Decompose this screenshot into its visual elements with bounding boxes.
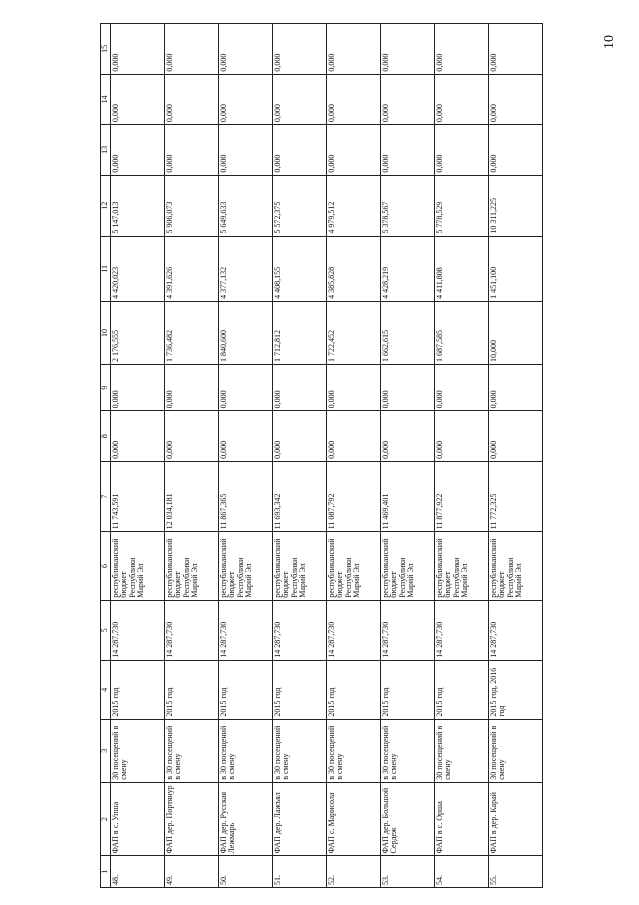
- facility-name: ФАП в с. Упша: [111, 782, 165, 856]
- row-number: 55.: [489, 856, 543, 888]
- cell-7: 11 743,591: [111, 461, 165, 532]
- year: 2015 год: [111, 660, 165, 719]
- cell-11: 4 428,219: [381, 236, 435, 301]
- row-number: 49.: [165, 856, 219, 888]
- funding-source: республиканский бюджет Республики Марий Эл: [381, 532, 435, 600]
- page-number: 10: [602, 35, 617, 49]
- funding-source: республиканский бюджет Республики Марий Эл: [165, 532, 219, 600]
- column-header: 11: [101, 236, 111, 301]
- table-row: [273, 24, 327, 888]
- row-number: 54.: [435, 856, 489, 888]
- cell-14: 0,000: [381, 74, 435, 125]
- column-header: 9: [101, 365, 111, 411]
- column-header: 12: [101, 175, 111, 236]
- cell-13: 0,000: [273, 125, 327, 176]
- cell-10: 10,000: [489, 301, 543, 364]
- cell-8: 0,000: [327, 411, 381, 462]
- facility-name: ФАП дер. Лажъял: [273, 782, 327, 856]
- facility-name: ФАП дер. Портянур: [165, 782, 219, 856]
- facility-name: ФАП дер. Русская Лежмарь: [219, 782, 273, 856]
- year: 2015 год: [327, 660, 381, 719]
- row-number: 48.: [111, 856, 165, 888]
- table-row: [111, 24, 165, 888]
- cell-13: 0,000: [219, 125, 273, 176]
- column-header: 7: [101, 461, 111, 532]
- cell-5: 14 287,730: [165, 600, 219, 660]
- capacity: в 30 посещений в смену: [273, 719, 327, 782]
- facility-name: ФАП дер. Большой Сердеж: [381, 782, 435, 856]
- table-body: [111, 24, 543, 888]
- column-header: 2: [101, 782, 111, 856]
- cell-12: 4 979,512: [327, 175, 381, 236]
- cell-9: 0,000: [273, 365, 327, 411]
- cell-5: 14 287,730: [219, 600, 273, 660]
- year: 2015 год: [381, 660, 435, 719]
- column-header: 1: [101, 856, 111, 888]
- column-header: 6: [101, 532, 111, 600]
- cell-12: 10 311,225: [489, 175, 543, 236]
- capacity: 30 посещений в смену: [111, 719, 165, 782]
- facility-name: ФАП в дер. Карай: [489, 782, 543, 856]
- cell-10: 1 662,615: [381, 301, 435, 364]
- cell-13: 0,000: [165, 125, 219, 176]
- cell-13: 0,000: [435, 125, 489, 176]
- cell-8: 0,000: [219, 411, 273, 462]
- cell-10: 1 687,585: [435, 301, 489, 364]
- cell-11: 4 377,132: [219, 236, 273, 301]
- row-number: 53.: [381, 856, 435, 888]
- cell-7: 11 469,401: [381, 461, 435, 532]
- funding-source: республиканский бюджет Республики Марий Эл: [327, 532, 381, 600]
- table-row: [327, 24, 381, 888]
- cell-10: 1 722,452: [327, 301, 381, 364]
- cell-5: 14 287,730: [273, 600, 327, 660]
- cell-9: 0,000: [381, 365, 435, 411]
- year: 2015 год: [273, 660, 327, 719]
- row-number: 51.: [273, 856, 327, 888]
- column-header: 13: [101, 125, 111, 176]
- cell-10: 1 840,600: [219, 301, 273, 364]
- cell-11: 4 420,023: [111, 236, 165, 301]
- cell-7: 11 867,365: [219, 461, 273, 532]
- cell-7: 11 877,922: [435, 461, 489, 532]
- year: 2015 год: [165, 660, 219, 719]
- cell-10: 1 712,812: [273, 301, 327, 364]
- cell-11: 4 408,155: [273, 236, 327, 301]
- facility-name: ФАП с. Марисола: [327, 782, 381, 856]
- row-number: 50.: [219, 856, 273, 888]
- cell-15: 0,000: [435, 24, 489, 75]
- cell-12: 5 378,567: [381, 175, 435, 236]
- cell-13: 0,000: [111, 125, 165, 176]
- funding-source: республиканский бюджет Республики Марий Эл: [219, 532, 273, 600]
- cell-10: 2 176,555: [111, 301, 165, 364]
- cell-15: 0,000: [165, 24, 219, 75]
- capacity: в 30 посещений в смену: [381, 719, 435, 782]
- cell-15: 0,000: [381, 24, 435, 75]
- cell-9: 0,000: [111, 365, 165, 411]
- column-header: 4: [101, 660, 111, 719]
- cell-14: 0,000: [489, 74, 543, 125]
- table-row: [381, 24, 435, 888]
- column-header: 14: [101, 74, 111, 125]
- column-header: 10: [101, 301, 111, 364]
- cell-12: 5 572,375: [273, 175, 327, 236]
- column-header: 5: [101, 600, 111, 660]
- year: 2015 год: [219, 660, 273, 719]
- column-header: 15: [101, 24, 111, 75]
- cell-9: 0,000: [327, 365, 381, 411]
- cell-12: 5 906,073: [165, 175, 219, 236]
- header-row: [101, 24, 111, 888]
- table-container: [100, 23, 538, 888]
- cell-15: 0,000: [327, 24, 381, 75]
- cell-9: 0,000: [165, 365, 219, 411]
- cell-8: 0,000: [165, 411, 219, 462]
- column-header: 8: [101, 411, 111, 462]
- capacity: в 30 посещений в смену: [327, 719, 381, 782]
- cell-9: 0,000: [219, 365, 273, 411]
- cell-14: 0,000: [435, 74, 489, 125]
- capacity: 30 посещений в смену: [435, 719, 489, 782]
- cell-8: 0,000: [381, 411, 435, 462]
- cell-5: 14 287,730: [435, 600, 489, 660]
- table-row: [435, 24, 489, 888]
- cell-14: 0,000: [111, 74, 165, 125]
- capacity: 30 посещений в смену: [489, 719, 543, 782]
- cell-15: 0,000: [489, 24, 543, 75]
- cell-5: 14 287,730: [489, 600, 543, 660]
- cell-11: 4 411,808: [435, 236, 489, 301]
- column-header: 3: [101, 719, 111, 782]
- cell-13: 0,000: [489, 125, 543, 176]
- cell-7: 11 087,792: [327, 461, 381, 532]
- cell-8: 0,000: [111, 411, 165, 462]
- funding-source: республиканский бюджет Республики Марий Эл: [111, 532, 165, 600]
- funding-source: республиканский бюджет Республики Марий Эл: [489, 532, 543, 600]
- table-row: [165, 24, 219, 888]
- cell-7: 12 034,181: [165, 461, 219, 532]
- table-row: [219, 24, 273, 888]
- cell-7: 11 693,342: [273, 461, 327, 532]
- cell-8: 0,000: [273, 411, 327, 462]
- cell-8: 0,000: [435, 411, 489, 462]
- year: 2015 год, 2016 год: [489, 660, 543, 719]
- cell-9: 0,000: [435, 365, 489, 411]
- cell-15: 0,000: [111, 24, 165, 75]
- cell-15: 0,000: [219, 24, 273, 75]
- capacity: в 30 посещений в смену: [165, 719, 219, 782]
- funding-source: республиканский бюджет Республики Марий Эл: [435, 532, 489, 600]
- cell-14: 0,000: [327, 74, 381, 125]
- cell-14: 0,000: [219, 74, 273, 125]
- data-table: [100, 23, 543, 888]
- cell-13: 0,000: [381, 125, 435, 176]
- cell-13: 0,000: [327, 125, 381, 176]
- cell-11: 1 451,100: [489, 236, 543, 301]
- facility-name: ФАП в с. Орша: [435, 782, 489, 856]
- cell-12: 5 147,013: [111, 175, 165, 236]
- cell-12: 5 778,529: [435, 175, 489, 236]
- funding-source: республиканский бюджет Республики Марий Эл: [273, 532, 327, 600]
- cell-8: 0,000: [489, 411, 543, 462]
- cell-10: 1 736,482: [165, 301, 219, 364]
- cell-12: 5 649,633: [219, 175, 273, 236]
- table-row: [489, 24, 543, 888]
- cell-7: 11 772,325: [489, 461, 543, 532]
- cell-9: 0,000: [489, 365, 543, 411]
- row-number: 52.: [327, 856, 381, 888]
- year: 2015 год: [435, 660, 489, 719]
- cell-5: 14 287,730: [327, 600, 381, 660]
- cell-5: 14 287,730: [111, 600, 165, 660]
- cell-11: 4 385,828: [327, 236, 381, 301]
- cell-11: 4 391,626: [165, 236, 219, 301]
- capacity: в 30 посещений в смену: [219, 719, 273, 782]
- cell-5: 14 287,730: [381, 600, 435, 660]
- cell-15: 0,000: [273, 24, 327, 75]
- cell-14: 0,000: [273, 74, 327, 125]
- cell-14: 0,000: [165, 74, 219, 125]
